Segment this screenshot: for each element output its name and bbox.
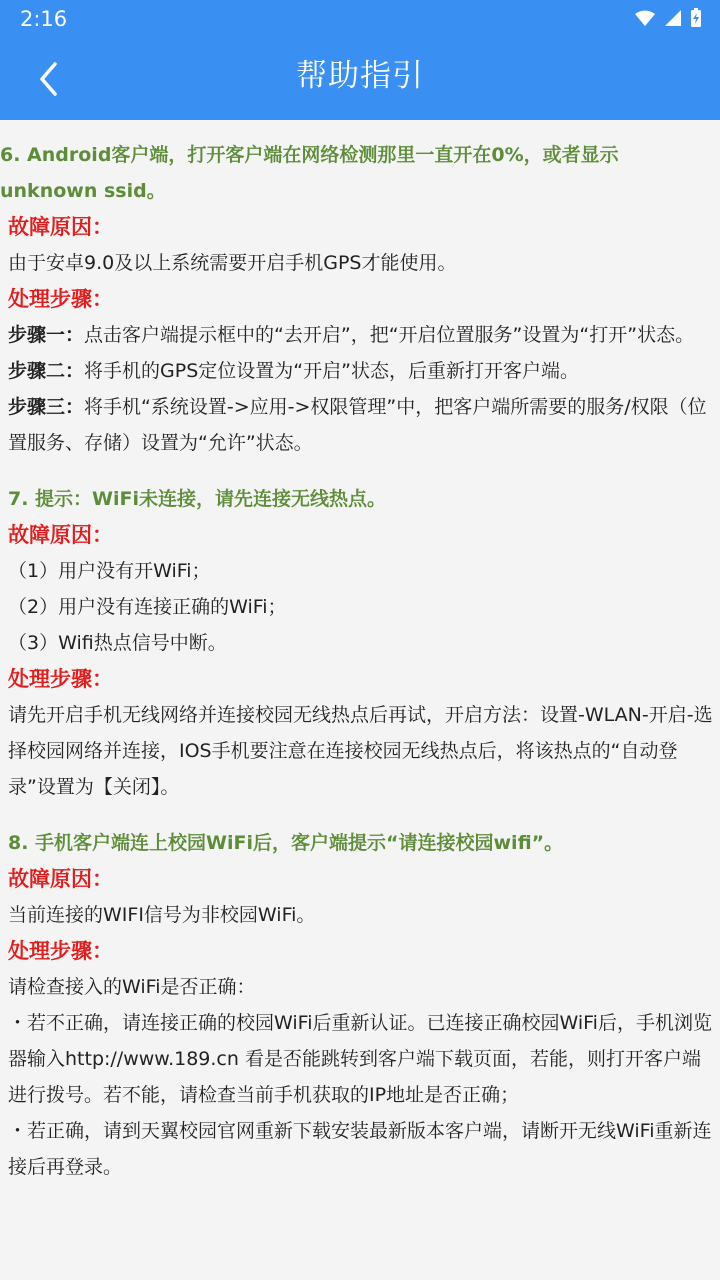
steps-label: 处理步骤： <box>8 939 113 963</box>
section-gap <box>0 461 720 481</box>
wifi-icon <box>634 9 656 31</box>
faq-section-8 <box>0 825 720 1185</box>
bullet-item: ・若不正确，请连接正确的校园WiFi后重新认证。已连接正确校园WiFi后，手机浏览器输入http://www.189.cn 看是否能跳转到客户端下载页面，若能，则打开客户端进行拨号。若不能，请检查当前手机获取的IP地址是否正确； <box>8 1012 712 1106</box>
faq-section-6 <box>0 120 720 461</box>
cause-text: 当前连接的WIFI信号为非校园WiFi。 <box>8 904 316 926</box>
battery-icon <box>690 8 702 32</box>
step-text: 将手机的GPS定位设置为“开启”状态，后重新打开客户端。 <box>84 360 579 382</box>
status-bar <box>0 0 720 38</box>
status-time: 2:16 <box>20 7 68 31</box>
steps-text: 请先开启手机无线网络并连接校园无线热点后再试，开启方法：设置-WLAN-开启-选择校园网络并连接，IOS手机要注意在连接校园无线热点后，将该热点的“自动登录”设置为【关闭】。 <box>8 704 713 798</box>
status-icons <box>634 8 702 32</box>
cause-item: （1）用户没有开WiFi； <box>8 560 211 582</box>
step-label: 步骤二： <box>8 360 85 382</box>
cause-label: 故障原因： <box>8 867 113 891</box>
step-text: 将手机“系统设置->应用->权限管理”中，把客户端所需要的服务/权限（位置服务、存储）设置为“允许”状态。 <box>8 396 707 454</box>
step-label: 步骤一： <box>8 324 85 346</box>
cause-text: 由于安卓9.0及以上系统需要开启手机GPS才能使用。 <box>8 252 457 274</box>
cause-item: （2）用户没有连接正确的WiFi； <box>8 596 287 618</box>
bullet-item: ・若正确，请到天翼校园官网重新下载安装最新版本客户端，请断开无线WiFi重新连接后再登录。 <box>8 1120 712 1178</box>
step-text: 点击客户端提示框中的“去开启”，把“开启位置服务”设置为“打开”状态。 <box>84 324 695 346</box>
steps-label: 处理步骤： <box>8 287 113 311</box>
step-item <box>0 353 720 389</box>
section-title: 8. 手机客户端连上校园WiFi后，客户端提示“请连接校园wifi”。 <box>8 832 564 854</box>
section-gap <box>0 805 720 825</box>
page-title: 帮助指引 <box>296 58 424 94</box>
cause-label: 故障原因： <box>8 215 113 239</box>
section-title: 7. 提示：WiFi未连接，请先连接无线热点。 <box>8 488 387 510</box>
signal-icon <box>664 9 682 31</box>
cause-label: 故障原因： <box>8 523 113 547</box>
step-item <box>0 317 720 353</box>
steps-intro: 请检查接入的WiFi是否正确： <box>8 976 256 998</box>
help-content <box>0 120 720 1280</box>
steps-label: 处理步骤： <box>8 667 113 691</box>
section-title: 6. Android客户端，打开客户端在网络检测那里一直开在0%，或者显示unknown ssid。 <box>0 144 619 202</box>
navigation-bar <box>0 38 720 120</box>
step-label: 步骤三： <box>8 396 85 418</box>
faq-section-7 <box>0 481 720 805</box>
step-item <box>0 389 720 461</box>
cause-item: （3）Wifi热点信号中断。 <box>8 632 227 654</box>
